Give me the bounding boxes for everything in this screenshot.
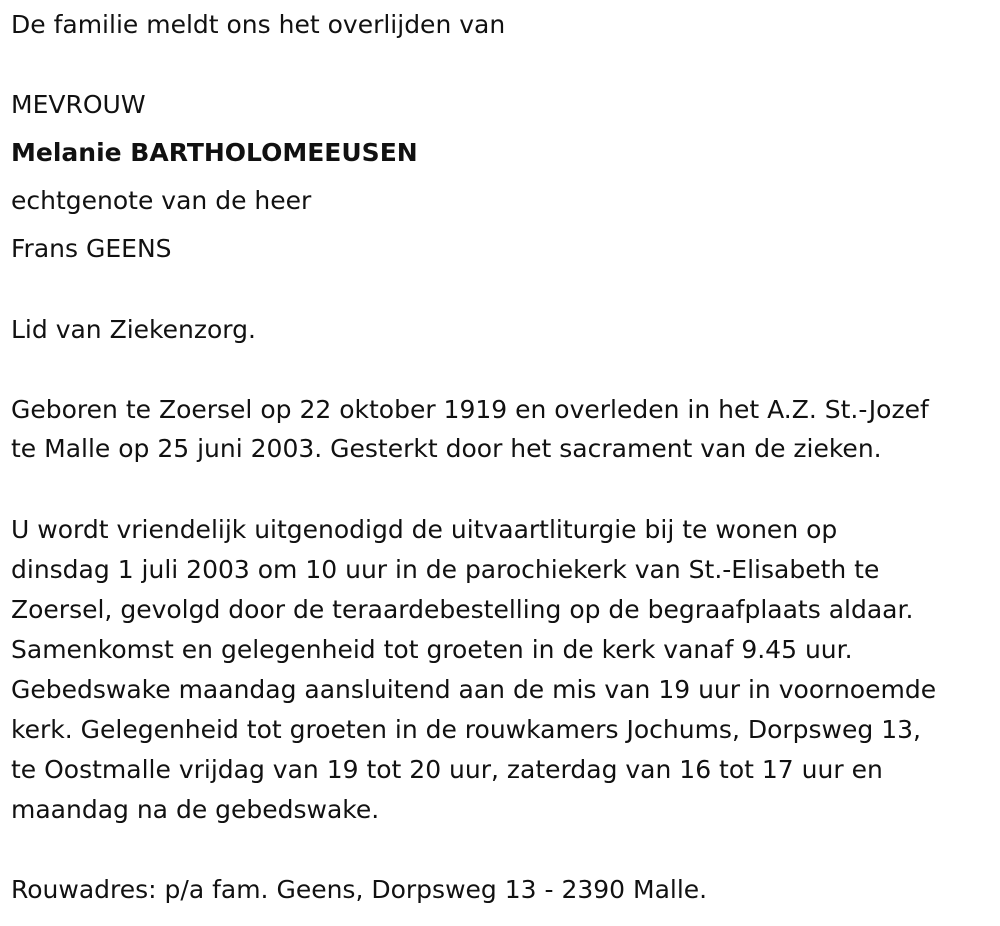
funeral-line: maandag na de gebedswake.: [11, 795, 380, 824]
funeral-line: Zoersel, gevolgd door de teraardebestelling op de begraafplaats aldaar.: [11, 595, 914, 624]
deceased-name: Melanie BARTHOLOMEEUSEN: [11, 138, 418, 167]
address-text: Rouwadres: p/a fam. Geens, Dorpsweg 13 - 2390 Malle.: [11, 875, 708, 904]
intro-text: De familie meldt ons het overlijden van: [11, 10, 506, 39]
title-text: MEVROUW: [11, 90, 146, 119]
funeral-line: Gebedswake maandag aansluitend aan de mis van 19 uur in voornoemde: [11, 675, 937, 704]
membership-text: Lid van Ziekenzorg.: [11, 315, 256, 344]
birth-death-line: te Malle op 25 juni 2003. Gesterkt door het sacrament van de zieken.: [11, 434, 882, 463]
spouse-name: Frans GEENS: [11, 234, 172, 263]
funeral-line: U wordt vriendelijk uitgenodigd de uitvaartliturgie bij te wonen op: [11, 515, 838, 544]
funeral-line: dinsdag 1 juli 2003 om 10 uur in de parochiekerk van St.-Elisabeth te: [11, 555, 880, 584]
birth-death-line: Geboren te Zoersel op 22 oktober 1919 en overleden in het A.Z. St.-Jozef: [11, 395, 929, 424]
funeral-line: Samenkomst en gelegenheid tot groeten in de kerk vanaf 9.45 uur.: [11, 635, 853, 664]
funeral-line: kerk. Gelegenheid tot groeten in de rouwkamers Jochums, Dorpsweg 13,: [11, 715, 921, 744]
relation-text: echtgenote van de heer: [11, 186, 312, 215]
funeral-line: te Oostmalle vrijdag van 19 tot 20 uur, zaterdag van 16 tot 17 uur en: [11, 755, 883, 784]
